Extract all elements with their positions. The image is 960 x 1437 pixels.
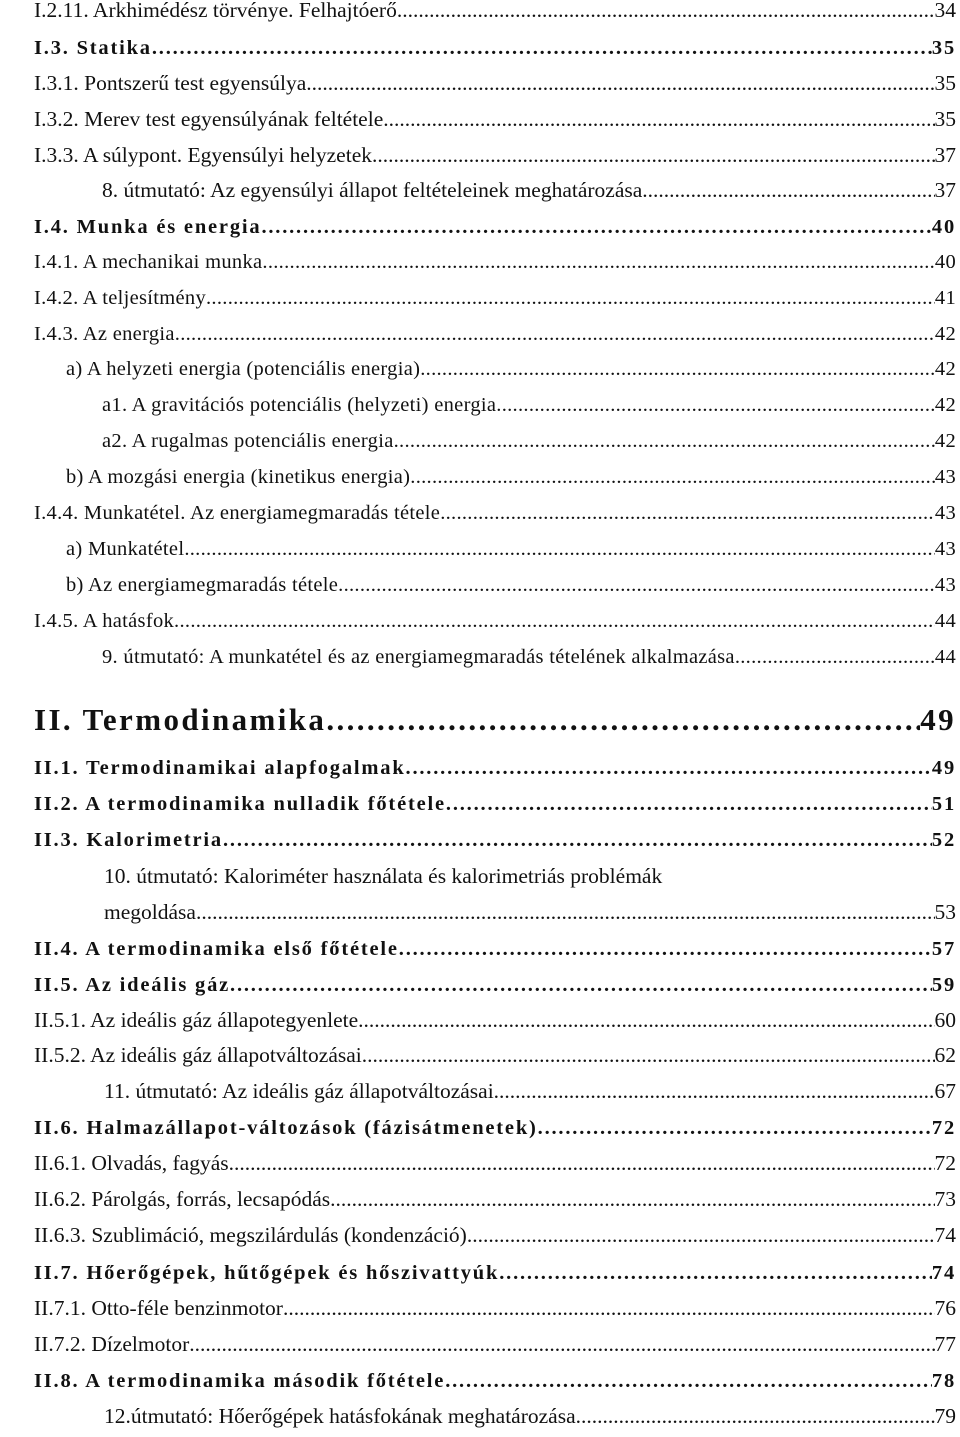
toc-entry[interactable] [0, 128, 960, 168]
toc-page-number: 43 [934, 502, 956, 525]
toc-entry[interactable] [0, 593, 960, 633]
toc-entry[interactable] [0, 485, 960, 525]
toc-page-number: 40 [934, 251, 956, 274]
toc-page-number: 35 [934, 107, 956, 132]
toc-entry-label: 9. útmutató: A munkatétel és az energiamegmaradás tételének alkalmazása [102, 646, 735, 669]
toc-page-number: 57 [931, 938, 956, 961]
toc-entry-label: I.3.2. Merev test egyensúlyának feltétele [34, 107, 384, 132]
toc-entry-label: megoldása [104, 900, 196, 925]
toc-page-number: 37 [934, 178, 956, 203]
toc-entry[interactable] [0, 413, 960, 453]
toc-entry[interactable] [0, 1172, 960, 1212]
toc-entry-label: 12.útmutató: Hőerőgépek hatásfokának meghatározása [104, 1404, 576, 1429]
toc-entry[interactable] [0, 56, 960, 96]
toc-entry-label: II.5.1. Az ideális gáz állapotegyenlete [34, 1008, 359, 1033]
toc-leader-dots [223, 829, 932, 852]
toc-entry-label: I.4.5. A hatásfok [34, 610, 175, 633]
toc-page-number: 44 [934, 610, 956, 633]
toc-entry[interactable] [0, 234, 960, 274]
toc-entry-label: II.6.1. Olvadás, fagyás [34, 1151, 229, 1176]
toc-entry-label: I.3. Statika [34, 37, 152, 60]
toc-entry-label: I.4.1. A mechanikai munka [34, 251, 263, 274]
toc-entry-text [102, 646, 956, 669]
toc-entry[interactable] [0, 993, 960, 1033]
toc-entry-label: II.3. Kalorimetria [34, 829, 223, 852]
toc-entry[interactable] [0, 1353, 960, 1393]
toc-leader-dots [735, 646, 935, 669]
toc-page-number: 78 [931, 1370, 956, 1393]
toc-leader-dots [576, 1405, 935, 1429]
toc-page-number: 76 [934, 1296, 956, 1321]
toc-entry-label: b) Az energiamegmaradás tétele [66, 574, 339, 597]
toc-page-number: 49 [920, 701, 956, 737]
toc-entry-label: II.5. Az ideális gáz [34, 974, 231, 997]
toc-page-number: 42 [934, 430, 956, 453]
toc-entry-label: II.7. Hőerőgépek, hűtőgépek és hőszivattyúk [34, 1262, 500, 1285]
toc-page-number: 43 [934, 466, 956, 489]
toc-entry-label: II.6.2. Párolgás, forrás, lecsapódás [34, 1187, 331, 1212]
toc-entry-label: II. Termodinamika [34, 701, 327, 737]
toc-page-number: 74 [934, 1223, 956, 1248]
toc-entry[interactable] [0, 697, 960, 737]
toc-page-number: 42 [934, 394, 956, 417]
toc-page-number: 43 [934, 574, 956, 597]
toc-entry[interactable] [0, 92, 960, 132]
toc-entry-label: I.3.3. A súlypont. Egyensúlyi helyzetek [34, 143, 372, 168]
toc-entry[interactable] [0, 377, 960, 417]
toc-entry-label: a2. A rugalmas potenciális energia [102, 430, 394, 453]
toc-entry-label: II.8. A termodinamika második főtétele [34, 1370, 446, 1393]
toc-entry-label: 8. útmutató: Az egyensúlyi állapot feltételeinek meghatározása [102, 178, 643, 203]
toc-entry[interactable] [0, 270, 960, 310]
toc-entry-label: b) A mozgási energia (kinetikus energia) [66, 466, 411, 489]
toc-entry[interactable] [0, 1136, 960, 1176]
toc-page-number: 44 [934, 646, 956, 669]
toc-page-number: 67 [934, 1079, 956, 1104]
toc-entry-label: II.4. A termodinamika első főtétele [34, 938, 399, 961]
toc-page-number: 43 [934, 538, 956, 561]
toc-entry[interactable] [0, 1208, 960, 1248]
toc-page-number: 79 [934, 1404, 956, 1429]
toc-entry[interactable] [0, 1245, 960, 1285]
toc-page-number: 42 [934, 358, 956, 381]
toc-entry[interactable] [0, 1317, 960, 1357]
toc-entry-label: II.7.1. Otto-féle benzinmotor [34, 1296, 283, 1321]
toc-entry[interactable] [0, 341, 960, 381]
toc-entry[interactable] [0, 199, 960, 239]
toc-entry[interactable] [0, 163, 960, 203]
toc-entry-label: II.6. Halmazállapot-változások (fázisátmenetek) [34, 1117, 538, 1140]
toc-entry[interactable] [0, 1100, 960, 1140]
toc-entry[interactable] [0, 1028, 960, 1068]
toc-page-number: 37 [934, 143, 956, 168]
toc-leader-dots [326, 703, 920, 737]
toc-entry[interactable] [0, 812, 960, 852]
toc-entry-label: II.7.2. Dízelmotor [34, 1332, 190, 1357]
toc-wrapped-heading: 10. útmutató: Kaloriméter használata és kalorimetriás problémák [104, 864, 663, 888]
toc-page-number: 49 [931, 757, 956, 780]
toc-page-number: 77 [934, 1332, 956, 1357]
toc-page-number: 51 [931, 793, 956, 816]
toc-entry-text [34, 703, 956, 737]
toc-entry[interactable] [0, 20, 960, 60]
toc-entry-label: I.4.4. Munkatétel. Az energiamegmaradás tétele [34, 502, 441, 525]
toc-entry[interactable] [0, 921, 960, 961]
toc-entry[interactable] [0, 1389, 960, 1429]
toc-entry-label: I.3.1. Pontszerű test egyensúlya [34, 71, 307, 96]
toc-entry[interactable] [0, 740, 960, 780]
toc-entry[interactable] [0, 629, 960, 669]
toc-entry[interactable] [0, 521, 960, 561]
toc-page-number: 52 [931, 829, 956, 852]
toc-entry-label: I.4. Munka és energia [34, 216, 262, 239]
toc-page-number: 72 [931, 1117, 956, 1140]
toc-page-number: 59 [931, 974, 956, 997]
toc-page-number: 74 [931, 1262, 956, 1285]
toc-entry-label: I.2.11. Arkhimédész törvénye. Felhajtóerő [34, 0, 397, 23]
toc-entry[interactable] [0, 776, 960, 816]
toc-page-number: 73 [934, 1187, 956, 1212]
toc-entry[interactable] [0, 449, 960, 489]
toc-page-number: 53 [934, 900, 956, 925]
toc-entry-label: a) A helyzeti energia (potenciális energia) [66, 358, 421, 381]
toc-entry-label: II.6.3. Szublimáció, megszilárdulás (kondenzáció) [34, 1223, 467, 1248]
toc-entry-text [34, 829, 956, 852]
toc-entry[interactable] [0, 306, 960, 346]
toc-entry[interactable] [0, 957, 960, 997]
toc-page-number: 40 [931, 216, 956, 239]
toc-entry-label: a1. A gravitációs potenciális (helyzeti) energia [102, 394, 497, 417]
toc-page-number: 34 [934, 0, 956, 23]
toc-entry[interactable] [0, 557, 960, 597]
toc-entry[interactable] [0, 1064, 960, 1104]
toc-page-number: 41 [934, 287, 956, 310]
toc-entry-label: II.2. A termodinamika nulladik főtétele [34, 793, 446, 816]
toc-entry-label: II.5.2. Az ideális gáz állapotváltozásai [34, 1043, 362, 1068]
toc-entry-label: II.1. Termodinamikai alapfogalmak [34, 757, 406, 780]
toc-page-number: 35 [934, 71, 956, 96]
toc-page-number: 60 [934, 1008, 956, 1033]
toc-entry-text [104, 1405, 956, 1429]
toc-entry-label: a) Munkatétel [66, 538, 185, 561]
toc-page-number: 62 [934, 1043, 956, 1068]
toc-entry-label: I.4.3. Az energia [34, 323, 175, 346]
toc-entry[interactable] [0, 1281, 960, 1321]
toc-page-number: 35 [931, 37, 956, 60]
toc-entry-label: I.4.2. A teljesítmény [34, 287, 206, 310]
toc-page-number: 42 [934, 323, 956, 346]
toc-entry[interactable] [0, 885, 960, 925]
toc-page-number: 72 [934, 1151, 956, 1176]
toc-entry-label: 11. útmutató: Az ideális gáz állapotváltozásai [104, 1079, 494, 1104]
